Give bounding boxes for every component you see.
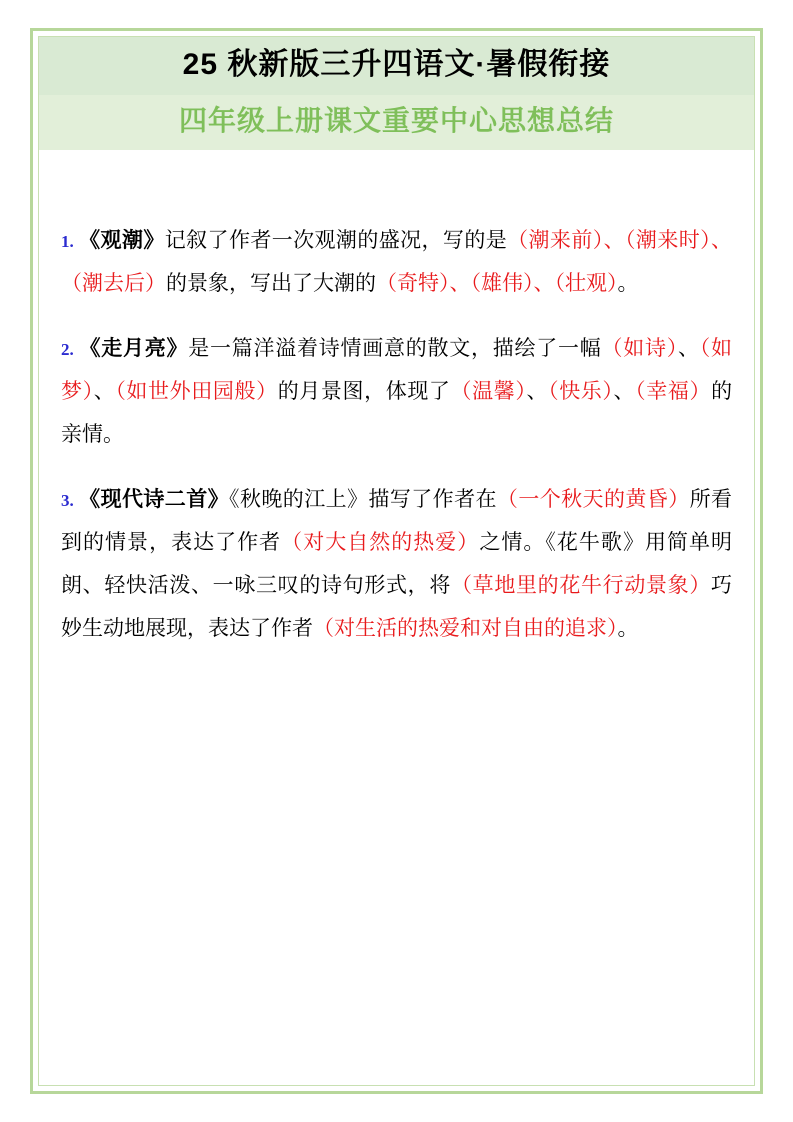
text-plain: 。 [617, 616, 639, 640]
summary-item [61, 478, 732, 650]
text-answer-blank: （一个秋天的黄昏） [496, 487, 690, 511]
text-plain: 、 [613, 379, 636, 403]
text-plain: 、 [678, 336, 700, 360]
text-answer-blank: （奇特） [376, 271, 450, 295]
text-answer-blank: （壮观） [554, 271, 618, 295]
text-work-title: 《走月亮》 [78, 336, 189, 360]
text-answer-blank: 、 [449, 271, 471, 295]
text-answer-blank: （幸福） [635, 379, 712, 403]
text-plain: 、 [93, 379, 116, 403]
summary-item-list [61, 219, 732, 650]
page-inner-border [38, 36, 755, 1086]
text-plain: 。 [617, 271, 639, 295]
text-plain: 巧妙生动地展现，表达了作者 [61, 573, 732, 640]
document-subtitle: 四年级上册课文重要中心思想总结 [39, 95, 754, 150]
text-answer-blank: 、 [603, 228, 626, 252]
text-answer-blank: （对生活的热爱和对自由的追求） [313, 616, 618, 640]
text-plain: 的亲情。 [61, 379, 733, 446]
text-plain: 《秋晚的江上》描写了作者在 [229, 487, 497, 511]
text-plain: 所看到的情景，表达了作者 [61, 487, 733, 554]
summary-item [61, 219, 732, 305]
text-answer-blank: （潮来时） [625, 228, 712, 252]
text-plain: 的月景图，体现了 [277, 379, 451, 403]
text-plain: 是一篇洋溢着诗情画意的散文，描绘了一幅 [188, 336, 602, 360]
text-answer-blank: （雄伟） [470, 271, 534, 295]
text-answer-blank: （如诗） [601, 336, 678, 360]
text-plain: 之情。《花牛歌》用简单明朗、轻快活泼、一咏三叹的诗句形式，将 [61, 530, 733, 597]
text-answer-blank: （潮来前） [507, 228, 604, 252]
text-plain: 记叙了作者一次观潮的盛况，写的是 [164, 228, 508, 252]
text-answer-blank: （快乐） [548, 379, 614, 403]
text-work-title: 《现代诗二首》 [78, 487, 230, 511]
text-answer-blank: 、 [711, 228, 733, 252]
content-body [39, 150, 754, 1085]
text-answer-blank: （草地里的花牛行动景象） [451, 573, 711, 597]
text-answer-blank: （对大自然的热爱） [281, 530, 480, 554]
summary-item-number: 3. [61, 490, 74, 510]
text-plain: 、 [526, 379, 549, 403]
summary-item-number: 2. [61, 339, 74, 359]
text-answer-blank: （潮去后） [61, 271, 166, 295]
document-title: 25 秋新版三升四语文·暑假衔接 [39, 37, 754, 95]
summary-item [61, 327, 732, 456]
text-answer-blank: （温馨） [450, 379, 527, 403]
summary-item-number: 1. [61, 231, 74, 251]
text-answer-blank: （如世外田园般） [115, 379, 278, 403]
text-answer-blank: 、 [533, 271, 555, 295]
text-plain: 的景象，写出了大潮的 [166, 271, 376, 295]
page-outer-border [30, 28, 763, 1094]
text-work-title: 《观潮》 [78, 228, 165, 252]
text-answer-blank: （如梦） [61, 336, 732, 403]
